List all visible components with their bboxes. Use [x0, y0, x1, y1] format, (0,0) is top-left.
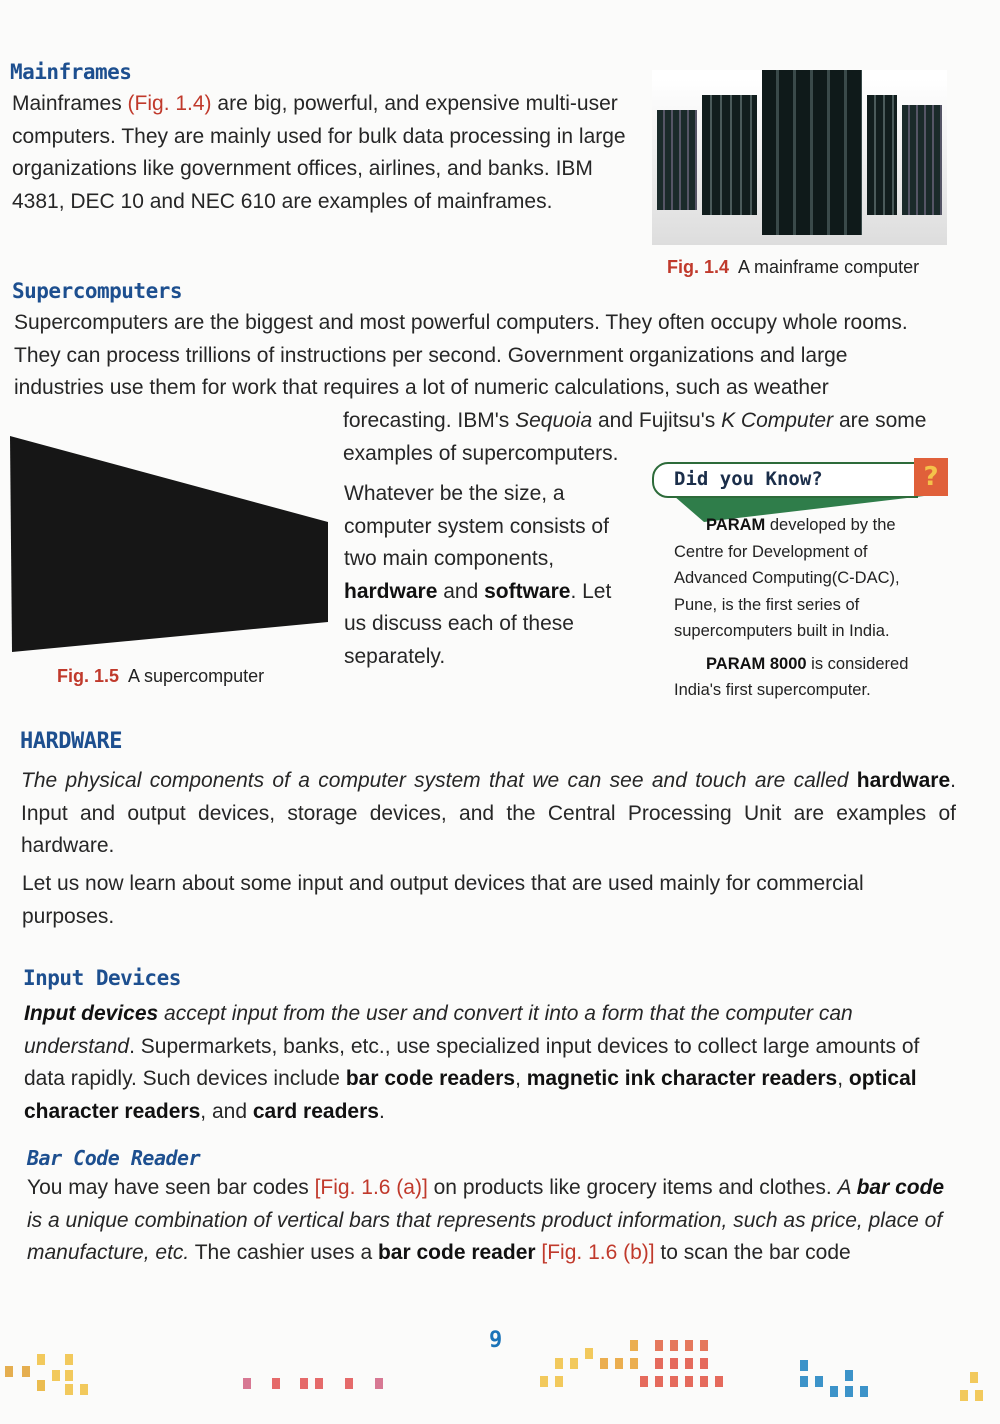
decorative-square: [630, 1340, 638, 1351]
decorative-square: [800, 1360, 808, 1371]
hardware-intro-paragraph: Let us now learn about some input and output devices that are used mainly for commercial purposes.: [22, 872, 864, 928]
page-number: 9: [489, 1328, 502, 1353]
decorative-square: [5, 1366, 13, 1377]
decorative-square: [22, 1366, 30, 1377]
decorative-square: [800, 1376, 808, 1387]
decorative-square: [600, 1358, 608, 1369]
decorative-square: [670, 1358, 678, 1369]
decorative-square: [345, 1378, 353, 1389]
bar-code-reader-paragraph: You may have seen bar codes [Fig. 1.6 (a)] on products like grocery items and clothes. A bar code is a unique combination of vertical bars that represents product information, such as price, place of manufacture, etc. The cashier uses a bar code reader [Fig. 1.6 (b)] to scan the bar code: [27, 1176, 945, 1264]
hardware-heading: HARDWARE: [20, 729, 122, 754]
supercomputers-paragraph: Supercomputers are the biggest and most powerful computers. They often occupy whole rooms. They can process trillions of instructions per second. Government organizations and large industries use them for work that requires a lot of numeric calculations, such as weather: [14, 311, 908, 399]
decorative-square: [715, 1376, 723, 1387]
decorative-square: [630, 1358, 638, 1369]
decorative-square: [700, 1340, 708, 1351]
decorative-square: [640, 1376, 648, 1387]
decorative-square: [65, 1354, 73, 1365]
decorative-square: [970, 1372, 978, 1383]
decorative-square: [845, 1370, 853, 1381]
decorative-square: [655, 1358, 663, 1369]
decorative-square: [37, 1380, 45, 1391]
mainframe-caption: Fig. 1.4 A mainframe computer: [667, 257, 920, 277]
decorative-square: [300, 1378, 308, 1389]
decorative-square: [375, 1378, 383, 1389]
decorative-square: [555, 1376, 563, 1387]
mainframes-heading: Mainframes: [10, 60, 132, 84]
decorative-square: [315, 1378, 323, 1389]
decorative-square: [272, 1378, 280, 1389]
decorative-square: [540, 1376, 548, 1387]
decorative-square: [975, 1390, 983, 1401]
decorative-square: [65, 1370, 73, 1381]
did-you-know-fact-2: PARAM 8000 is considered India's first supercomputer.: [674, 654, 909, 699]
decorative-squares: [0, 1340, 1000, 1424]
bar-code-reader-heading: Bar Code Reader: [27, 1146, 201, 1170]
decorative-square: [685, 1358, 693, 1369]
decorative-square: [615, 1358, 623, 1369]
question-mark-icon: ?: [914, 458, 948, 496]
decorative-square: [815, 1376, 823, 1387]
mainframe-image: [652, 70, 947, 245]
supercomputer-caption: Fig. 1.5 A supercomputer: [57, 666, 265, 686]
decorative-square: [243, 1378, 251, 1389]
decorative-square: [670, 1340, 678, 1351]
components-paragraph: Whatever be the size, a computer system consists of two main components, hardware and software. Let us discuss each of these separately.: [344, 482, 612, 668]
decorative-square: [830, 1386, 838, 1397]
input-devices-heading: Input Devices: [23, 966, 181, 990]
decorative-square: [65, 1384, 73, 1395]
decorative-square: [52, 1370, 60, 1381]
decorative-square: [685, 1376, 693, 1387]
supercomputer-image: [6, 432, 331, 657]
decorative-square: [585, 1348, 593, 1359]
did-you-know-title: Did you Know?: [674, 468, 823, 490]
decorative-square: [845, 1386, 853, 1397]
supercomputers-examples: forecasting. IBM's Sequoia and Fujitsu's K Computer are some examples of supercomputers.: [343, 409, 927, 465]
mainframes-paragraph: Mainframes (Fig. 1.4) are big, powerful, and expensive multi-user computers. They are mainly used for bulk data processing in large organizations like government offices, airlines, and banks. IBM 4381, DEC 10 and NEC 610 are examples of mainframes.: [12, 92, 626, 213]
decorative-square: [655, 1376, 663, 1387]
decorative-square: [670, 1376, 678, 1387]
decorative-square: [37, 1354, 45, 1365]
decorative-square: [960, 1390, 968, 1401]
did-you-know-box: [652, 458, 948, 708]
decorative-square: [860, 1386, 868, 1397]
hardware-paragraph: The physical components of a computer system that we can see and touch are called hardware. Input and output devices, storage devices, and the Central Processing Unit are examples of hardware.: [21, 769, 956, 857]
decorative-square: [700, 1358, 708, 1369]
decorative-square: [80, 1384, 88, 1395]
decorative-square: [685, 1340, 693, 1351]
did-you-know-fact-1: PARAM developed by the Centre for Development of Advanced Computing(C-DAC), Pune, is the first series of supercomputers built in India.: [674, 516, 900, 640]
decorative-square: [655, 1340, 663, 1351]
decorative-square: [555, 1358, 563, 1369]
input-devices-paragraph: Input devices accept input from the user and convert it into a form that the computer can understand. Supermarkets, banks, etc., use specialized input devices to collect large amounts of data rapidly. Such devices include bar code readers, magnetic ink character readers, optical character readers, and card readers.: [24, 1002, 920, 1123]
figure-reference: (Fig. 1.4): [127, 92, 212, 115]
decorative-square: [700, 1376, 708, 1387]
decorative-square: [570, 1358, 578, 1369]
supercomputers-heading: Supercomputers: [12, 279, 183, 303]
